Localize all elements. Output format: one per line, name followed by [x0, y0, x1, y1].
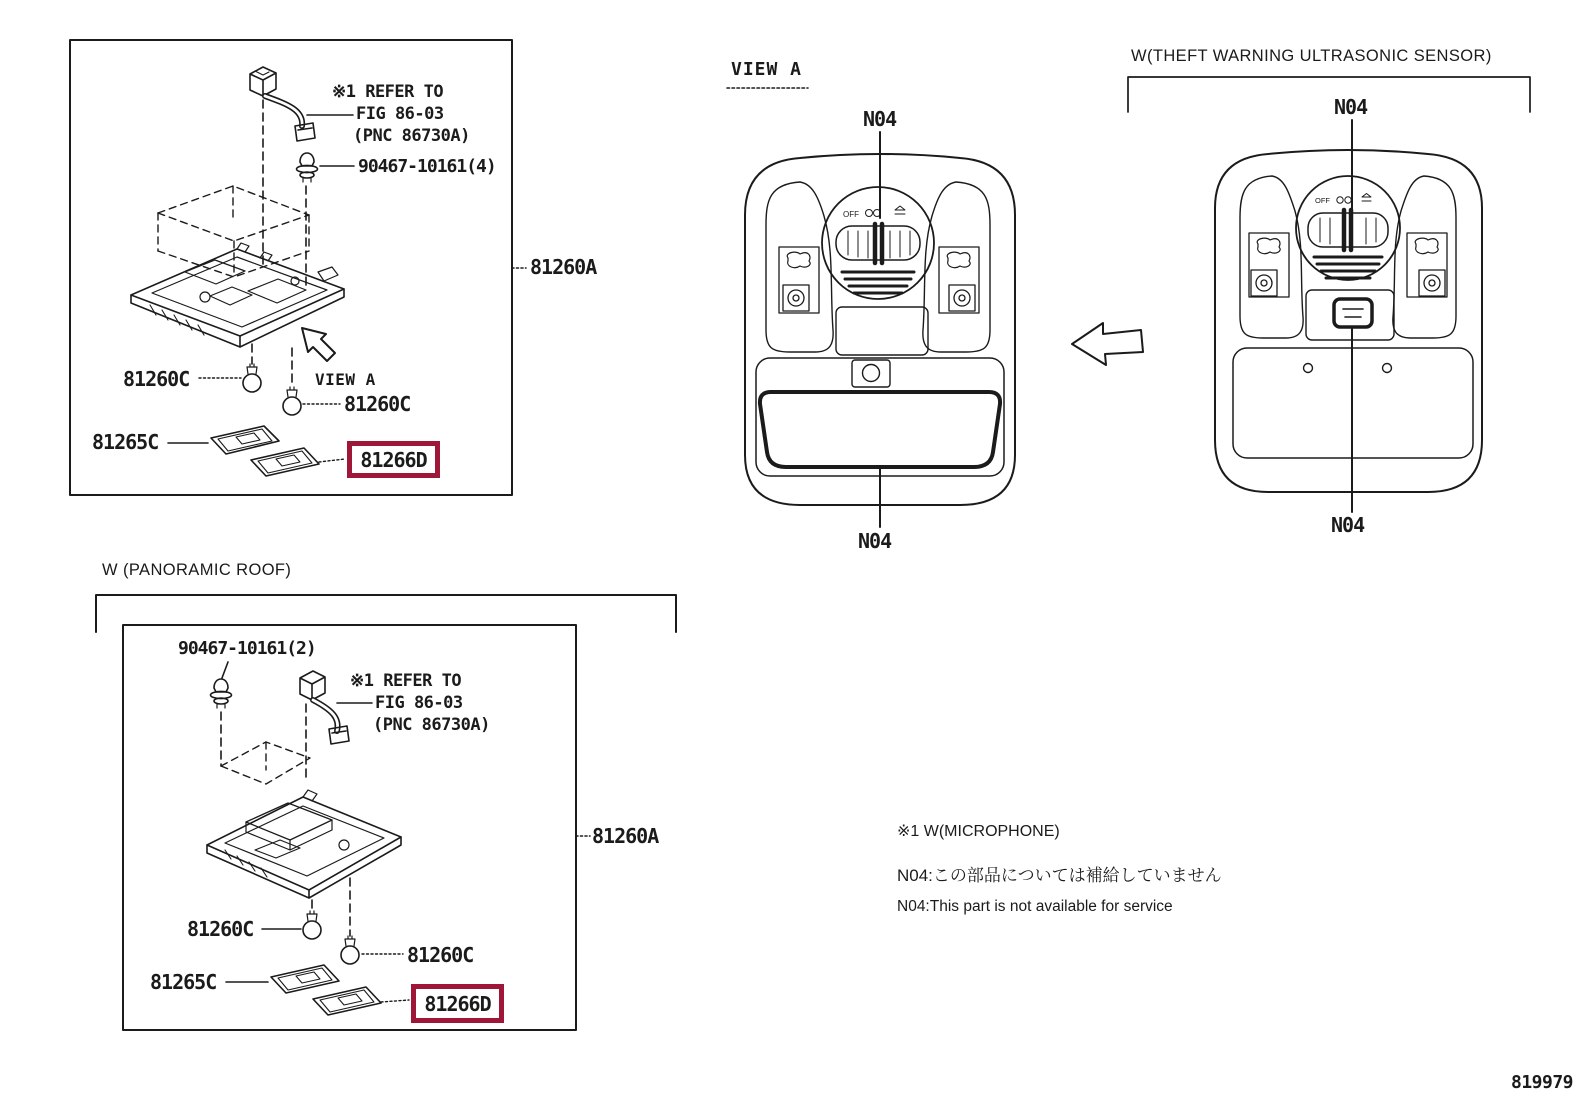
lens-part-number: 81265C [92, 430, 159, 454]
n04-note-english: N04:This part is not available for service [897, 898, 1173, 915]
top-assembly-box [70, 40, 526, 495]
highlighted-part-label: 81266D [360, 447, 427, 472]
pano-lens-icons [271, 965, 381, 1015]
refer-note-line2: FIG 86-03 [356, 104, 444, 124]
view-a-dial-off-label: OFF [843, 210, 859, 219]
panoramic-roof-box [96, 595, 676, 1030]
refer-note-line3: (PNC 86730A) [353, 126, 470, 146]
sensor-off-button [1334, 299, 1372, 327]
theft-dial-off-label: OFF [1315, 196, 1330, 205]
view-a-n04-bottom: N04 [858, 529, 892, 553]
view-a-console-drawing [727, 88, 1015, 527]
view-a-reference: VIEW A [315, 370, 376, 389]
n04-note-japanese: N04:この部品については補給していません [897, 866, 1222, 885]
highlighted-part-81266d-bottom[interactable] [411, 984, 504, 1023]
view-a-arrow [302, 328, 335, 361]
view-a-n04-top: N04 [863, 107, 897, 131]
panoramic-roof-title: W (PANORAMIC ROOF) [102, 561, 292, 579]
pano-assembly-part-number: 81260A [592, 824, 659, 848]
theft-sensor-title: W(THEFT WARNING ULTRASONIC SENSOR) [1131, 47, 1492, 65]
refer-note-line1: ※1 REFER TO [332, 82, 444, 102]
figure-number: 819979 [1511, 1072, 1574, 1093]
microphone-note: ※1 W(MICROPHONE) [897, 823, 1060, 840]
theft-n04-bottom: N04 [1331, 513, 1365, 537]
pano-bulb-right-part-number: 81260C [407, 943, 474, 967]
theft-sensor-console-drawing [1072, 77, 1530, 512]
bulb-right-part-number: 81260C [344, 392, 411, 416]
view-a-title: VIEW A [731, 59, 803, 80]
pano-refer-note-line3: (PNC 86730A) [373, 715, 490, 735]
pano-lens-part-number: 81265C [150, 970, 217, 994]
fastener-part-number: 90467-10161(4) [358, 156, 496, 177]
bulb-icons [243, 364, 301, 415]
pano-fastener-part-number: 90467-10161(2) [178, 638, 316, 659]
assembly-part-number: 81260A [530, 255, 597, 279]
direction-arrow [1072, 323, 1143, 365]
pano-highlighted-part-label: 81266D [424, 991, 491, 1016]
bulb-left-part-number: 81260C [123, 367, 190, 391]
highlighted-part-81266d-top[interactable] [347, 441, 440, 478]
pano-map-lamp-unit-drawing [207, 790, 401, 898]
pano-bulb-left-part-number: 81260C [187, 917, 254, 941]
theft-n04-top: N04 [1334, 95, 1368, 119]
lens-icons [211, 426, 319, 476]
pano-refer-note-line1: ※1 REFER TO [350, 671, 462, 691]
pano-refer-note-line2: FIG 86-03 [375, 693, 463, 713]
